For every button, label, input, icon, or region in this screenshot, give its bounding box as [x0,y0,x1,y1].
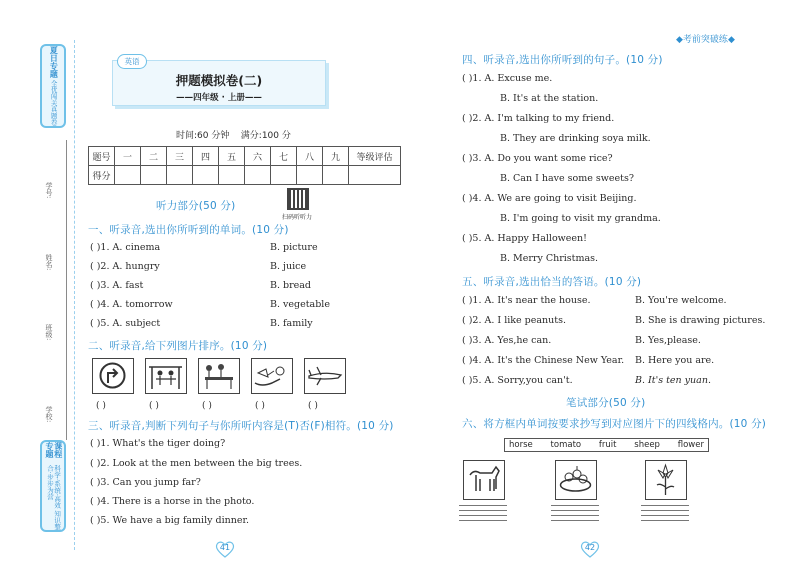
children-playing-picture [145,358,187,394]
paper-subtitle: ——四年级 · 上册—— [176,93,262,103]
list-item: B. Merry Christmas. [500,253,599,264]
written-section-title: 笔试部分(50 分) [566,397,646,409]
section-3-title: 三、听录音,判断下列句子与你所听内容是(T)否(F)相符。(10 分) [88,420,394,432]
listening-section-title: 听力部分(50 分) [156,200,236,212]
word-box: horse tomato fruit sheep flower [504,438,709,452]
list-item: B. picture [270,242,318,253]
list-item[interactable]: ( )1. A. Excuse me. [462,73,553,84]
list-item: B. Yes,please. [635,335,701,346]
list-item[interactable]: ( )4. A. It's the Chinese New Year. [462,355,625,366]
field-name: 姓名: [45,254,53,271]
four-line-grid[interactable] [641,505,689,527]
list-item[interactable]: ( )3. A. fast [90,280,144,291]
score-cell[interactable] [115,166,141,185]
list-item[interactable]: ( )2. A. hungry [90,261,160,272]
list-item: B. Can I have some sweets? [500,173,634,184]
section-4-title: 四、听录音,选出你所听到的句子。(10 分) [462,54,663,66]
list-item[interactable]: ( )5. A. subject [90,318,161,329]
score-cell[interactable] [349,166,401,185]
section-1-title: 一、听录音,选出你所听到的单词。(10 分) [88,224,289,236]
page-number: 42 [579,540,601,558]
order-blank[interactable]: ( ) [308,401,318,411]
list-item: B. You're welcome. [635,295,727,306]
score-cell[interactable] [219,166,245,185]
list-item[interactable]: ( )2. Look at the men between the big trees. [90,458,303,469]
table-row: 得分 [89,166,401,185]
side-line [66,140,67,440]
list-item: B. juice [270,261,307,272]
section-2-title: 二、听录音,给下列图片排序。(10 分) [88,340,268,352]
list-item: B. She is drawing pictures. [635,315,766,326]
list-item[interactable]: ( )1. A. It's near the house. [462,295,591,306]
turn-sign-picture [92,358,134,394]
list-item: B. I'm going to visit my grandma. [500,213,661,224]
table-row: 题号 一 二 三 四 五 六 七 八 九 等级评估 [89,147,401,166]
score-cell[interactable] [141,166,167,185]
top-side-badge: 夏日专题 全优闯关真题卷 [40,44,66,128]
exam-meta: 时间:60 分钟 满分:100 分 [176,131,291,141]
list-item: B. bread [270,280,312,291]
list-item: B. Here you are. [635,355,715,366]
diamond-icon: ◆ [727,35,735,45]
list-item[interactable]: ( )1. A. cinema [90,242,161,253]
sleigh-picture [251,358,293,394]
list-item[interactable]: ( )5. A. Sorry,you can't. [462,375,573,386]
horse-picture [463,460,505,500]
score-cell[interactable] [193,166,219,185]
score-cell[interactable] [323,166,349,185]
section-5-title: 五、听录音,选出恰当的答语。(10 分) [462,276,642,288]
four-line-grid[interactable] [551,505,599,527]
paper-title: 押题模拟卷(二) [175,73,263,88]
family-dinner-picture [198,358,240,394]
list-item: B. It's at the station. [500,93,599,104]
list-item: B. family [270,318,313,329]
list-item[interactable]: ( )2. A. I'm talking to my friend. [462,113,615,124]
section-6-title: 六、将方框内单词按要求抄写到对应图片下的四线格内。(10 分) [462,418,767,430]
score-table [88,146,401,185]
list-item[interactable]: ( )3. A. Do you want some rice? [462,153,613,164]
header-tag: ◆考前突破练◆ [676,35,735,45]
airplane-picture [304,358,346,394]
order-blank[interactable]: ( ) [96,401,106,411]
list-item[interactable]: ( )3. A. Yes,he can. [462,335,552,346]
list-item: B. It's ten yuan. [635,375,711,386]
list-item[interactable]: ( )4. A. We are going to visit Beijing. [462,193,637,204]
four-line-grid[interactable] [459,505,507,527]
list-item[interactable]: ( )4. A. tomorrow [90,299,173,310]
list-item[interactable]: ( )4. There is a horse in the photo. [90,496,255,507]
qr-code-icon[interactable] [287,188,309,210]
order-blank[interactable]: ( ) [255,401,265,411]
bottom-side-badge: 课程专题 科学·系统·高效 知识整合·步步为营 [40,440,66,532]
fruit-basket-picture [555,460,597,500]
flower-picture [645,460,687,500]
list-item[interactable]: ( )2. A. I like peanuts. [462,315,566,326]
field-school: 学校: [45,406,53,423]
list-item[interactable]: ( )3. Can you jump far? [90,477,201,488]
order-blank[interactable]: ( ) [149,401,159,411]
score-cell[interactable] [297,166,323,185]
list-item[interactable]: ( )5. A. Happy Halloween! [462,233,587,244]
score-cell[interactable] [245,166,271,185]
binding-dash-line [74,40,75,550]
list-item: B. vegetable [270,299,330,310]
list-item[interactable]: ( )5. We have a big family dinner. [90,515,249,526]
page-number: 41 [214,540,236,558]
field-class: 班级: [45,324,53,341]
subject-tag: 英语 [117,54,147,69]
list-item[interactable]: ( )1. What's the tiger doing? [90,438,226,449]
field-student-id: 学号: [45,182,53,199]
score-cell[interactable] [167,166,193,185]
diamond-icon: ◆ [676,35,683,45]
order-blank[interactable]: ( ) [202,401,212,411]
list-item: B. They are drinking soya milk. [500,133,651,144]
score-cell[interactable] [271,166,297,185]
qr-label: 扫码听听力 [282,214,313,221]
